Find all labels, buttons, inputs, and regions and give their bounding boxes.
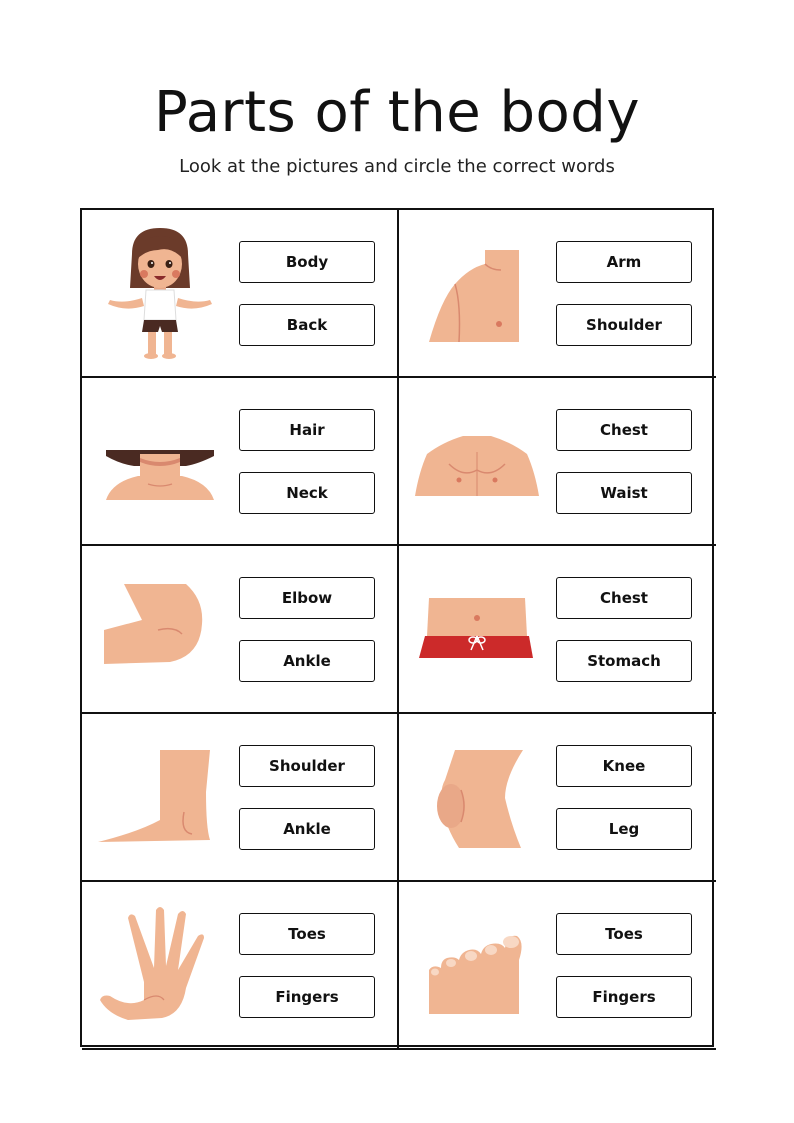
shoulder-icon bbox=[415, 224, 539, 364]
neck-icon bbox=[98, 392, 222, 532]
knee-icon bbox=[415, 728, 539, 868]
ankle-icon bbox=[98, 728, 222, 868]
answer-option-chest[interactable]: Chest bbox=[556, 577, 692, 619]
exercise-cell-knee bbox=[399, 714, 716, 882]
answer-option-fingers[interactable]: Fingers bbox=[239, 976, 375, 1018]
answer-option-back[interactable]: Back bbox=[239, 304, 375, 346]
answer-option-elbow[interactable]: Elbow bbox=[239, 577, 375, 619]
answer-option-arm[interactable]: Arm bbox=[556, 241, 692, 283]
answer-option-knee[interactable]: Knee bbox=[556, 745, 692, 787]
exercise-cell-girl bbox=[82, 210, 399, 378]
exercise-cell-chest bbox=[399, 378, 716, 546]
answer-option-toes[interactable]: Toes bbox=[239, 913, 375, 955]
answer-option-chest[interactable]: Chest bbox=[556, 409, 692, 451]
exercise-cell-shoulder bbox=[399, 210, 716, 378]
answer-option-stomach[interactable]: Stomach bbox=[556, 640, 692, 682]
hand-icon bbox=[98, 896, 222, 1036]
answer-option-ankle[interactable]: Ankle bbox=[239, 640, 375, 682]
exercise-cell-ankle bbox=[82, 714, 399, 882]
grid-bottom-line bbox=[80, 1045, 714, 1047]
answer-option-neck[interactable]: Neck bbox=[239, 472, 375, 514]
page-title: Parts of the body bbox=[153, 80, 640, 145]
page-instructions: Look at the pictures and circle the correct words bbox=[179, 156, 615, 177]
exercise-cell-elbow bbox=[82, 546, 399, 714]
answer-option-shoulder[interactable]: Shoulder bbox=[556, 304, 692, 346]
stomach-icon bbox=[415, 560, 539, 700]
worksheet-grid bbox=[80, 208, 714, 1046]
exercise-cell-foot bbox=[399, 882, 716, 1050]
elbow-icon bbox=[98, 560, 222, 700]
exercise-cell-neck bbox=[82, 378, 399, 546]
answer-option-ankle[interactable]: Ankle bbox=[239, 808, 375, 850]
exercise-cell-hand bbox=[82, 882, 399, 1050]
girl-icon bbox=[98, 224, 222, 364]
answer-option-toes[interactable]: Toes bbox=[556, 913, 692, 955]
answer-option-fingers[interactable]: Fingers bbox=[556, 976, 692, 1018]
answer-option-waist[interactable]: Waist bbox=[556, 472, 692, 514]
answer-option-shoulder[interactable]: Shoulder bbox=[239, 745, 375, 787]
answer-option-hair[interactable]: Hair bbox=[239, 409, 375, 451]
foot-icon bbox=[415, 896, 539, 1036]
chest-icon bbox=[415, 392, 539, 532]
answer-option-leg[interactable]: Leg bbox=[556, 808, 692, 850]
answer-option-body[interactable]: Body bbox=[239, 241, 375, 283]
exercise-cell-stomach bbox=[399, 546, 716, 714]
